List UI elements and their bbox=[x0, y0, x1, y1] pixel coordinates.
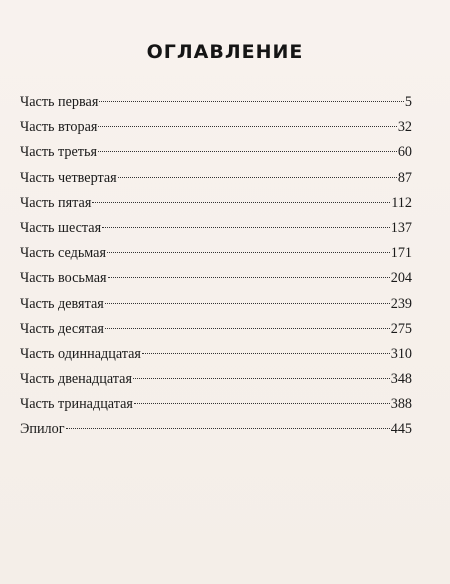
toc-entry-page: 310 bbox=[390, 345, 412, 362]
toc-entry-page: 239 bbox=[390, 295, 412, 312]
toc-dot-leader bbox=[105, 328, 390, 329]
toc-entry-page: 445 bbox=[390, 421, 412, 438]
toc-dot-leader bbox=[105, 303, 390, 304]
toc-entry bbox=[20, 367, 412, 392]
toc-entry-page: 275 bbox=[390, 320, 412, 337]
toc-entry-page: 388 bbox=[390, 396, 412, 413]
toc-dot-leader bbox=[92, 202, 390, 203]
toc-entry-label: Часть седьмая bbox=[20, 245, 107, 262]
toc-entry bbox=[20, 216, 412, 241]
toc-entry bbox=[20, 166, 412, 191]
toc-entry bbox=[20, 317, 412, 342]
toc-entry-label: Часть первая bbox=[20, 94, 99, 110]
toc-entry-page: 5 bbox=[404, 94, 412, 110]
toc-dot-leader bbox=[133, 378, 390, 379]
toc-dot-leader bbox=[108, 277, 390, 278]
toc-dot-leader bbox=[134, 403, 390, 404]
toc-dot-leader bbox=[98, 151, 397, 152]
toc-entry-page: 348 bbox=[390, 371, 412, 388]
toc-dot-leader bbox=[98, 126, 396, 127]
toc-entry-label: Часть вторая bbox=[20, 119, 98, 136]
toc-entry-label: Часть одиннадцатая bbox=[20, 345, 141, 362]
table-of-contents bbox=[20, 90, 412, 443]
toc-entry-label: Часть восьмая bbox=[20, 270, 107, 287]
toc-entry-label: Часть десятая bbox=[20, 320, 104, 337]
toc-entry-label: Часть пятая bbox=[20, 194, 92, 211]
toc-entry bbox=[20, 241, 412, 266]
toc-entry-page: 32 bbox=[397, 119, 412, 136]
toc-entry-label: Часть третья bbox=[20, 144, 97, 161]
toc-entry-label: Часть тринадцатая bbox=[20, 396, 133, 413]
toc-entry bbox=[20, 266, 412, 291]
page-title: ОГЛАВЛЕНИЕ bbox=[146, 41, 304, 63]
toc-entry-page: 87 bbox=[397, 169, 412, 186]
toc-entry bbox=[20, 392, 412, 417]
toc-entry bbox=[20, 115, 412, 140]
toc-dot-leader bbox=[102, 227, 390, 228]
toc-dot-leader bbox=[99, 101, 404, 102]
toc-entry bbox=[20, 140, 412, 165]
toc-dot-leader bbox=[142, 353, 390, 354]
toc-dot-leader bbox=[66, 428, 390, 429]
toc-entry bbox=[20, 417, 412, 442]
toc-dot-leader bbox=[107, 252, 390, 253]
toc-entry-label: Эпилог bbox=[20, 421, 65, 438]
toc-entry-page: 171 bbox=[390, 245, 412, 262]
toc-entry-page: 204 bbox=[390, 270, 412, 287]
toc-entry bbox=[20, 90, 412, 115]
toc-entry bbox=[20, 342, 412, 367]
toc-entry bbox=[20, 292, 412, 317]
toc-entry-page: 60 bbox=[397, 144, 412, 161]
toc-entry-label: Часть шестая bbox=[20, 219, 102, 236]
toc-entry-label: Часть четвертая bbox=[20, 169, 117, 186]
toc-entry-page: 112 bbox=[391, 194, 412, 211]
toc-dot-leader bbox=[118, 177, 397, 178]
toc-entry bbox=[20, 191, 412, 216]
toc-entry-label: Часть девятая bbox=[20, 295, 104, 312]
toc-entry-label: Часть двенадцатая bbox=[20, 371, 132, 388]
toc-entry-page: 137 bbox=[390, 219, 412, 236]
